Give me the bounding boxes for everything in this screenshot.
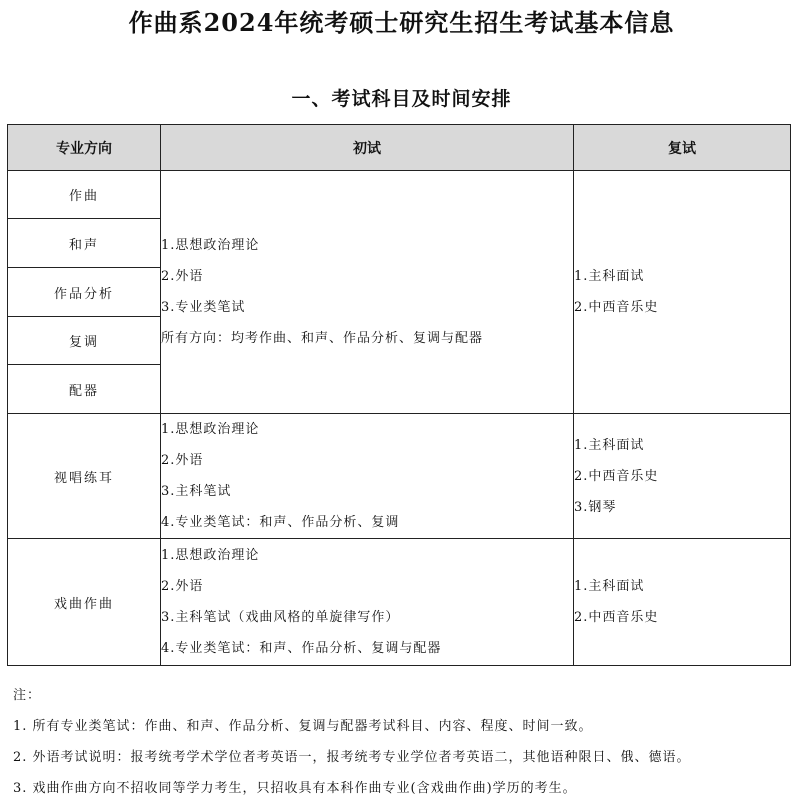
header-direction: 专业方向 xyxy=(8,125,161,171)
note-item: 2. 外语考试说明：报考统考学术学位者考英语一，报考统考专业学位者考英语二，其他语种限日、俄、德语。 xyxy=(13,750,691,765)
list-item: 2.外语 xyxy=(161,269,204,284)
note-item: 1. 所有专业类笔试：作曲、和声、作品分析、复调与配器考试科目、内容、程度、时间一致。 xyxy=(13,719,593,734)
list-item: 3.主科笔试 xyxy=(161,484,232,499)
list-item: 所有方向：均考作曲、和声、作品分析、复调与配器 xyxy=(161,331,484,346)
list-item: 2.中西音乐史 xyxy=(574,610,659,625)
list-item: 3.专业类笔试 xyxy=(161,300,246,315)
list-item: 4.专业类笔试：和声、作品分析、复调与配器 xyxy=(161,641,442,656)
list-item: 2.外语 xyxy=(161,579,204,594)
table-row xyxy=(8,414,791,539)
direction-cell: 复调 xyxy=(8,317,161,365)
notes-section xyxy=(13,680,793,804)
initial-exam-cell xyxy=(161,414,574,539)
retest-cell xyxy=(574,171,791,414)
retest-cell xyxy=(574,539,791,666)
initial-exam-cell xyxy=(161,539,574,666)
section-title: 一、考试科目及时间安排 xyxy=(291,88,512,110)
list-item: 2.中西音乐史 xyxy=(574,468,659,484)
direction-cell: 配器 xyxy=(8,365,161,414)
list-item: 1.思想政治理论 xyxy=(161,422,260,437)
notes-label: 注： xyxy=(13,688,42,703)
retest-cell xyxy=(574,414,791,539)
list-item: 1.主科面试 xyxy=(574,437,645,453)
initial-exam-cell xyxy=(161,171,574,414)
direction-cell: 和声 xyxy=(8,219,161,268)
direction-cell: 戏曲作曲 xyxy=(8,539,161,666)
direction-cell: 视唱练耳 xyxy=(8,414,161,539)
list-item: 4.专业类笔试：和声、作品分析、复调 xyxy=(161,515,400,530)
note-item: 3. 戏曲作曲方向不招收同等学力考生，只招收具有本科作曲专业(含戏曲作曲)学历的考生。 xyxy=(13,781,577,796)
list-item: 2.外语 xyxy=(161,453,204,468)
list-item: 3.钢琴 xyxy=(574,499,617,515)
table-header-row xyxy=(8,125,791,171)
direction-cell: 作品分析 xyxy=(8,268,161,317)
header-initial-exam: 初试 xyxy=(161,125,574,171)
table-row xyxy=(8,171,791,219)
list-item: 1.主科面试 xyxy=(574,269,645,284)
list-item: 2.中西音乐史 xyxy=(574,300,659,315)
direction-cell: 作曲 xyxy=(8,171,161,219)
list-item: 1.思想政治理论 xyxy=(161,548,260,563)
list-item: 1.思想政治理论 xyxy=(161,238,260,253)
header-retest: 复试 xyxy=(574,125,791,171)
list-item: 3.主科笔试（戏曲风格的单旋律写作） xyxy=(161,610,400,625)
exam-schedule-table xyxy=(7,124,791,666)
list-item: 1.主科面试 xyxy=(574,579,645,594)
table-row xyxy=(8,539,791,666)
page-title: 作曲系2024年统考硕士研究生招生考试基本信息 xyxy=(128,8,675,37)
